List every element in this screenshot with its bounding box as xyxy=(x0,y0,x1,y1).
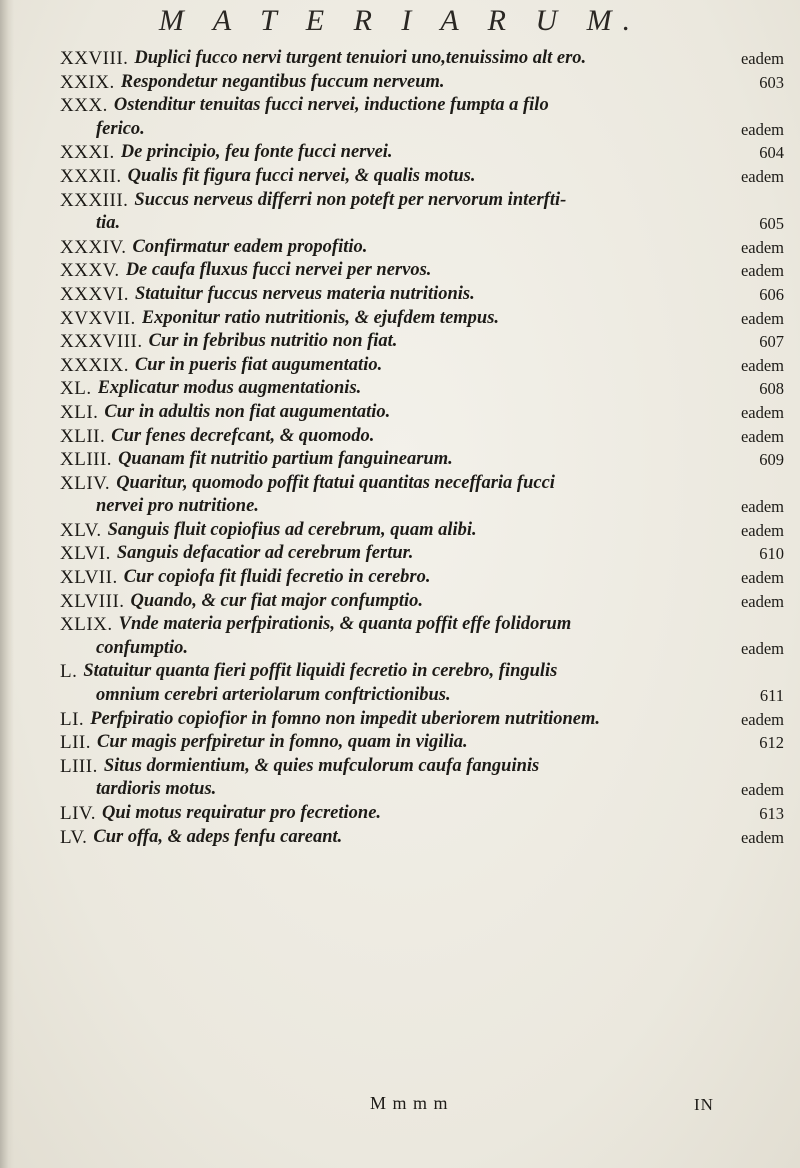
entry-number: XXXV. xyxy=(60,260,120,282)
entry-number: LIII. xyxy=(60,755,98,777)
entry-text: Cur magis perfpiretur in fomno, quam in vigilia. xyxy=(97,732,468,753)
entry-text: Cur copiofa fit fluidi fecretio in cerebro. xyxy=(123,567,431,588)
toc-entry xyxy=(60,47,784,71)
toc-entry xyxy=(60,613,784,637)
toc-entry xyxy=(60,755,784,779)
entry-page-ref: eadem xyxy=(740,237,784,257)
toc-entry xyxy=(60,94,784,118)
entry-text: Qui motus requiratur pro fecretione. xyxy=(101,803,382,823)
toc-entry xyxy=(60,542,784,566)
entry-page-ref: eadem xyxy=(740,166,784,186)
toc-entry-continuation xyxy=(60,118,784,142)
entry-number: XXXIII. xyxy=(60,189,129,211)
toc-entry-continuation xyxy=(60,778,784,802)
entry-text: Cur fenes decrefcant, & quomodo. xyxy=(111,425,375,446)
toc-entry xyxy=(60,708,784,732)
entry-number: XLIII. xyxy=(60,449,113,471)
entry-text: Duplici fucco nervi turgent tenuiori uno,tenuissimo alt ero. xyxy=(134,48,587,68)
toc-entry xyxy=(60,330,784,354)
entry-text: Respondetur negantibus fuccum nerveum. xyxy=(120,71,445,92)
entry-page-ref: eadem xyxy=(740,568,784,588)
entry-text: Situs dormientium, & quies mufculorum caufa fanguinis xyxy=(103,755,540,776)
entry-text: Exponitur ratio nutritionis, & ejufdem tempus. xyxy=(141,307,500,328)
entry-page-ref: eadem xyxy=(740,827,784,847)
entry-page-ref: eadem xyxy=(740,591,784,611)
toc-entry-continuation xyxy=(60,495,784,519)
page-gutter-shadow xyxy=(0,0,14,1168)
entry-text: ferico. xyxy=(96,118,145,139)
toc-entry xyxy=(60,189,784,213)
entry-text: Perfpiratio copiofior in fomno non impedit uberiorem nutritionem. xyxy=(90,708,601,729)
entry-page-ref: 613 xyxy=(759,804,784,823)
entry-number: XXXVI. xyxy=(60,283,129,305)
entry-page-ref: 610 xyxy=(759,544,784,564)
entry-number: XXXI. xyxy=(60,142,115,164)
toc-entry xyxy=(60,141,784,165)
entry-page-ref: eadem xyxy=(740,638,784,658)
toc-entry xyxy=(60,71,784,95)
entry-number: XLII. xyxy=(60,425,106,447)
toc-entry xyxy=(60,401,784,425)
entry-page-ref: eadem xyxy=(740,355,784,375)
entry-text: Statuitur quanta fieri poffit liquidi fecretio in cerebro, fingulis xyxy=(83,661,558,682)
entry-page-ref: 604 xyxy=(759,143,784,163)
entry-text: Confirmatur eadem propofitio. xyxy=(132,236,368,257)
entry-text: confumptio. xyxy=(96,637,188,658)
entry-number: XLI. xyxy=(60,401,99,423)
toc-entry xyxy=(60,802,784,826)
entry-text: De caufa fluxus fucci nervei per nervos. xyxy=(125,260,432,281)
running-head: M A T E R I A R U M. xyxy=(158,4,642,37)
entry-page-ref: eadem xyxy=(740,520,784,540)
entry-text: Qualis fit figura fucci nervei, & qualis motus. xyxy=(127,165,476,186)
toc-entry xyxy=(60,236,784,260)
entry-text: tardioris motus. xyxy=(96,779,217,800)
entry-number: L. xyxy=(60,661,78,683)
entry-text: Statuitur fuccus nerveus materia nutritionis. xyxy=(134,283,475,304)
toc-entry xyxy=(60,590,784,614)
toc-entry xyxy=(60,472,784,496)
entry-number: LV. xyxy=(60,826,88,848)
entry-number: XLVIII. xyxy=(60,590,125,612)
entry-number: XLV. xyxy=(60,519,102,541)
entry-text: nervei pro nutritione. xyxy=(96,496,259,517)
entry-number: XLVII. xyxy=(60,567,118,589)
entry-number: LII. xyxy=(60,732,92,754)
entry-text: omnium cerebri arteriolarum conftrictionibus. xyxy=(96,685,451,706)
entry-text: tia. xyxy=(96,213,121,234)
signature-mark: M m m m xyxy=(370,1093,449,1113)
entry-page-ref: eadem xyxy=(740,119,784,139)
entry-text: Cur in febribus nutritio non fiat. xyxy=(148,331,398,352)
entry-page-ref: 608 xyxy=(759,379,784,399)
entry-text: Quando, & cur fiat major confumptio. xyxy=(130,590,423,611)
entry-page-ref: eadem xyxy=(740,308,784,328)
entry-page-ref: 612 xyxy=(759,733,784,753)
entry-text: Quanam fit nutritio partium fanguinearum. xyxy=(118,449,453,470)
table-of-contents xyxy=(60,47,784,849)
toc-entry xyxy=(60,259,784,283)
entry-number: XXVIII. xyxy=(60,48,129,69)
catchword: IN xyxy=(694,1095,714,1114)
entry-number: XVXVII. xyxy=(60,307,136,329)
toc-entry xyxy=(60,448,784,472)
toc-entry xyxy=(60,283,784,307)
entry-number: XXXIV. xyxy=(60,236,127,258)
toc-entry xyxy=(60,660,784,684)
toc-entry-continuation xyxy=(60,637,784,661)
entry-page-ref: eadem xyxy=(740,261,784,281)
entry-number: XXXIX. xyxy=(60,354,129,376)
entry-text: Sanguis fluit copiofius ad cerebrum, quam alibi. xyxy=(107,519,477,540)
entry-number: LIV. xyxy=(60,803,96,824)
entry-text: Cur offa, & adeps fenfu careant. xyxy=(93,826,343,847)
entry-number: XLIV. xyxy=(60,472,111,494)
entry-text: Quaritur, quomodo poffit ftatui quantitas neceffaria fucci xyxy=(116,472,555,493)
entry-number: XXXII. xyxy=(60,165,122,187)
entry-page-ref: eadem xyxy=(740,709,784,729)
toc-entry xyxy=(60,165,784,189)
entry-page-ref: 607 xyxy=(759,332,784,352)
toc-entry xyxy=(60,377,784,401)
toc-entry xyxy=(60,566,784,590)
entry-text: Cur in adultis non fiat augumentatio. xyxy=(104,401,391,422)
entry-number: XLIX. xyxy=(60,614,113,636)
entry-text: Ostenditur tenuitas fucci nervei, inductione fumpta a filo xyxy=(113,95,549,116)
entry-text: Cur in pueris fiat augumentatio. xyxy=(134,354,383,375)
entry-page-ref: 611 xyxy=(759,686,784,706)
entry-page-ref: eadem xyxy=(740,426,784,446)
entry-text: Succus nerveus differri non poteft per nervorum interfti- xyxy=(134,189,567,210)
entry-page-ref: eadem xyxy=(740,402,784,422)
entry-number: XLVI. xyxy=(60,543,111,565)
entry-page-ref: 609 xyxy=(759,450,784,470)
toc-entry xyxy=(60,307,784,331)
toc-entry xyxy=(60,731,784,755)
entry-number: LI. xyxy=(60,708,85,730)
entry-page-ref: eadem xyxy=(740,780,784,800)
entry-page-ref: eadem xyxy=(740,497,784,517)
toc-entry-continuation xyxy=(60,212,784,236)
entry-number: XL. xyxy=(60,378,92,400)
toc-entry xyxy=(60,354,784,378)
entry-page-ref: 606 xyxy=(759,284,784,304)
toc-entry xyxy=(60,826,784,850)
toc-entry-continuation xyxy=(60,684,784,708)
entry-page-ref: 603 xyxy=(759,72,784,92)
toc-entry xyxy=(60,519,784,543)
entry-text: De principio, feu fonte fucci nervei. xyxy=(120,142,393,163)
entry-text: Explicatur modus augmentationis. xyxy=(97,378,362,399)
entry-text: Sanguis defacatior ad cerebrum fertur. xyxy=(116,543,414,564)
entry-page-ref: 605 xyxy=(759,214,784,234)
toc-entry xyxy=(60,425,784,449)
entry-number: XXIX. xyxy=(60,71,115,93)
entry-number: XXX. xyxy=(60,95,108,117)
entry-text: Vnde materia perfpirationis, & quanta poffit effe folidorum xyxy=(118,614,572,635)
entry-number: XXXVIII. xyxy=(60,331,143,353)
entry-page-ref: eadem xyxy=(740,49,784,68)
